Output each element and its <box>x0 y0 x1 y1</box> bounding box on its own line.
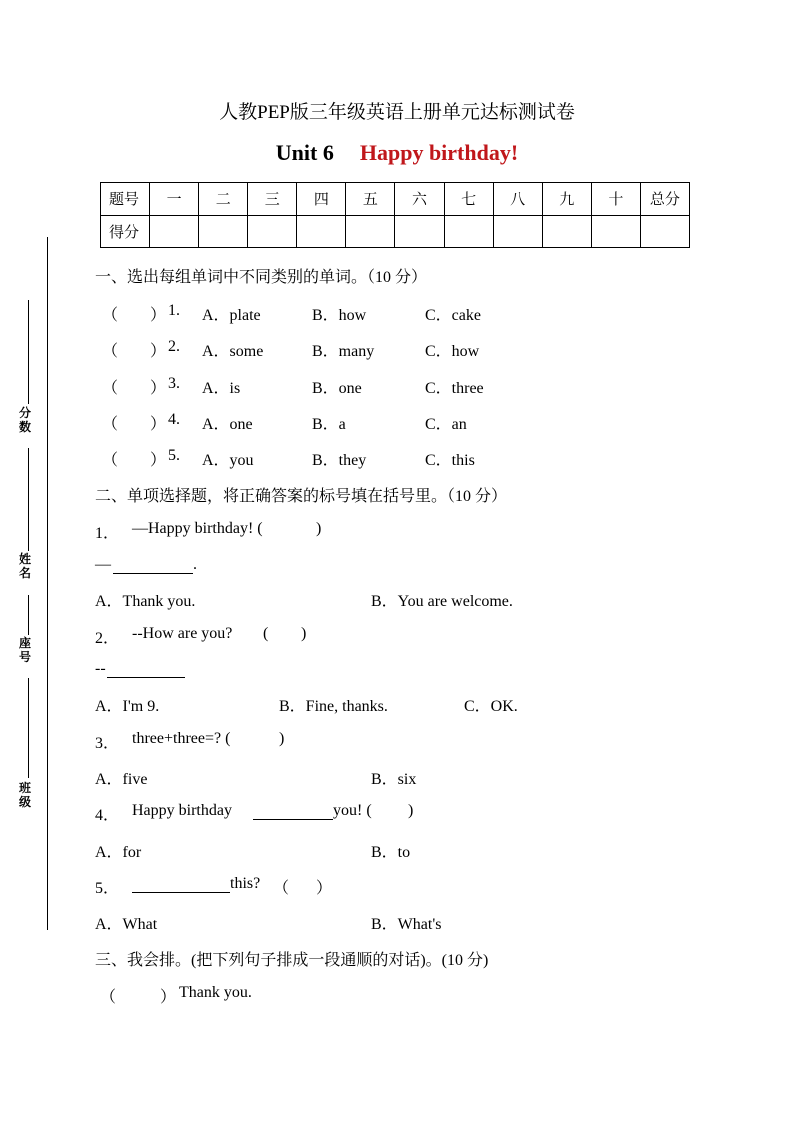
reply-prefix: — <box>95 556 111 573</box>
answer-blank[interactable] <box>132 875 230 893</box>
option-c: C．OK. <box>464 698 518 715</box>
answer-paren-open[interactable]: （ <box>102 380 119 397</box>
option-b: B．they <box>312 452 367 469</box>
option-a: A．for <box>95 844 142 861</box>
option-b: B．six <box>371 771 417 788</box>
option-a: A．one <box>202 416 253 433</box>
score-cell[interactable] <box>493 215 542 248</box>
option-a: A．plate <box>202 307 261 324</box>
question-text: --How are you? <box>132 625 233 642</box>
question-number: 3． <box>95 735 120 752</box>
question-number: 1. <box>168 302 180 319</box>
question-number: 3. <box>168 375 180 392</box>
score-table-header-cell: 九 <box>542 183 591 216</box>
option-b: B．one <box>312 380 362 397</box>
dialogue-line: Thank you. <box>179 984 252 1001</box>
page-title: 人教PEP版三年级英语上册单元达标测试卷 <box>219 102 575 123</box>
option-b: B．You are welcome. <box>371 593 513 610</box>
score-cell[interactable] <box>640 215 689 248</box>
score-table-header-cell: 四 <box>297 183 346 216</box>
score-table <box>100 182 690 248</box>
score-cell[interactable] <box>444 215 493 248</box>
unit-label: Unit 6 <box>275 140 334 165</box>
field-line <box>28 300 29 404</box>
score-cell[interactable] <box>591 215 640 248</box>
score-cell[interactable] <box>542 215 591 248</box>
option-c: C．cake <box>425 307 481 324</box>
score-cell[interactable] <box>199 215 248 248</box>
score-cell[interactable] <box>395 215 444 248</box>
sidebar-field-class: 班级 <box>18 781 31 809</box>
question-number: 5． <box>95 880 120 897</box>
score-table-header-cell: 六 <box>395 183 444 216</box>
answer-paren-close: ） <box>150 343 167 360</box>
answer-paren-close: ) <box>279 730 285 747</box>
question-number: 4． <box>95 807 120 824</box>
option-c: C．three <box>425 380 484 397</box>
question-number: 2． <box>95 630 120 647</box>
question-number: 2. <box>168 338 180 355</box>
score-cell[interactable] <box>150 215 199 248</box>
option-a: A．is <box>202 380 241 397</box>
score-table-header-cell: 题号 <box>101 183 150 216</box>
answer-blank[interactable] <box>113 556 193 574</box>
option-b: B．many <box>312 343 375 360</box>
score-table-header-cell: 一 <box>150 183 199 216</box>
score-table-header-cell: 五 <box>346 183 395 216</box>
option-a: A．you <box>202 452 254 469</box>
answer-blank[interactable] <box>253 802 333 820</box>
section3-heading: 三、我会排。(把下列句子排成一段通顺的对话)。(10 分) <box>95 952 489 969</box>
score-row-label: 得分 <box>101 215 150 248</box>
score-cell[interactable] <box>297 215 346 248</box>
answer-paren-open[interactable]: （ <box>102 416 119 433</box>
question-text: three+three=? ( <box>132 730 231 747</box>
option-a: A．What <box>95 916 158 933</box>
answer-paren-close: ） <box>160 989 177 1006</box>
score-table-header-cell: 十 <box>591 183 640 216</box>
option-a: A．Thank you. <box>95 593 196 610</box>
answer-paren-open[interactable]: ( <box>263 625 269 642</box>
section2-heading: 二、单项选择题，将正确答案的标号填在括号里。（10 分） <box>95 488 508 505</box>
answer-paren-close: ） <box>150 307 167 324</box>
field-line <box>28 678 29 778</box>
score-table-header-cell: 七 <box>444 183 493 216</box>
question-text: this? <box>230 875 261 892</box>
score-table-score-row <box>101 215 690 248</box>
binding-line <box>47 237 48 930</box>
score-table-header-cell: 二 <box>199 183 248 216</box>
question-number: 4. <box>168 411 180 428</box>
score-table-header-row <box>101 183 690 216</box>
score-table-header-cell: 三 <box>248 183 297 216</box>
option-c: C．an <box>425 416 467 433</box>
unit-heading <box>0 140 794 166</box>
question-text: you! ( <box>333 802 372 819</box>
question-text: —Happy birthday! ( <box>132 520 263 537</box>
reply-prefix: -- <box>95 660 106 677</box>
sidebar-field-seat: 座号 <box>18 636 31 664</box>
option-c: C．this <box>425 452 475 469</box>
option-a: A．five <box>95 771 148 788</box>
option-b: B．to <box>371 844 411 861</box>
option-b: B．how <box>312 307 367 324</box>
answer-paren-close: ) <box>408 802 414 819</box>
section1-heading: 一、选出每组单词中不同类别的单词。（10 分） <box>95 269 428 286</box>
answer-blank[interactable] <box>107 660 185 678</box>
score-cell[interactable] <box>346 215 395 248</box>
question-number: 1． <box>95 525 120 542</box>
option-a: A．some <box>202 343 264 360</box>
score-table-header-cell: 总分 <box>640 183 689 216</box>
answer-paren-open[interactable]: （ <box>102 307 119 324</box>
answer-paren-close: ) <box>301 625 307 642</box>
answer-paren-open[interactable]: （ <box>102 343 119 360</box>
option-c: C．how <box>425 343 480 360</box>
answer-paren-open[interactable]: （ <box>273 880 290 897</box>
field-line <box>28 448 29 551</box>
sidebar-field-score: 分数 <box>18 406 31 434</box>
unit-title: Happy birthday! <box>359 140 519 165</box>
answer-paren-open[interactable]: （ <box>102 452 119 469</box>
field-line <box>28 595 29 635</box>
answer-paren-open[interactable]: （ <box>100 989 117 1006</box>
option-b: B．Fine, thanks. <box>279 698 388 715</box>
question-text: Happy birthday <box>132 802 232 819</box>
score-table-header-cell: 八 <box>493 183 542 216</box>
option-b: B．What's <box>371 916 442 933</box>
score-cell[interactable] <box>248 215 297 248</box>
question-number: 5. <box>168 447 180 464</box>
answer-paren-close: ） <box>316 880 333 897</box>
reply-suffix: . <box>193 556 197 573</box>
answer-paren-close: ） <box>150 416 167 433</box>
option-b: B．a <box>312 416 346 433</box>
option-a: A．I'm 9. <box>95 698 160 715</box>
answer-paren-close: ） <box>150 452 167 469</box>
answer-paren-close: ） <box>150 380 167 397</box>
sidebar-field-name: 姓名 <box>18 552 31 580</box>
answer-paren-close: ) <box>316 520 322 537</box>
